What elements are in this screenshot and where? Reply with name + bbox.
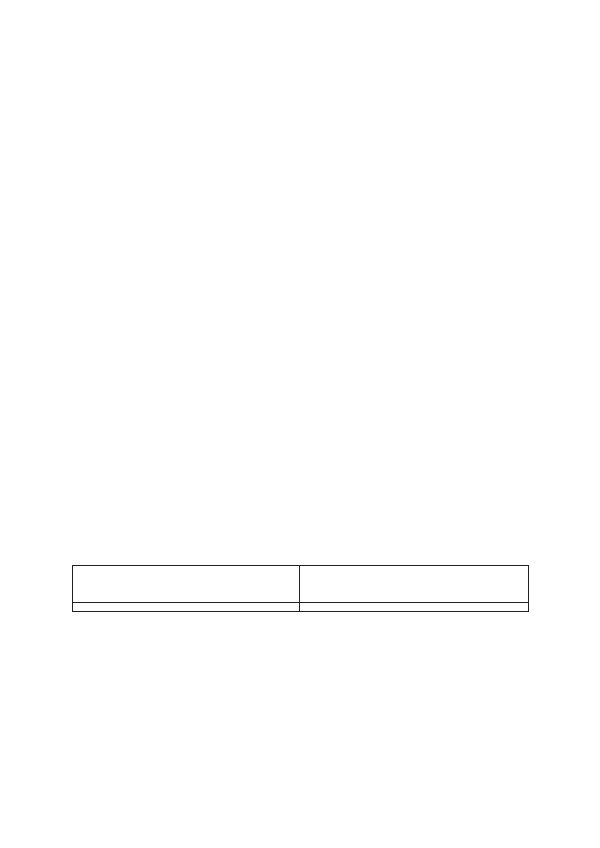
table-header-col1	[73, 566, 300, 603]
table-header-col2	[300, 566, 529, 603]
table-cell-protection	[300, 603, 529, 612]
rights-table	[72, 565, 529, 612]
table-header-row	[73, 566, 529, 603]
table-cell-rights	[73, 603, 300, 612]
table-row	[73, 603, 529, 612]
